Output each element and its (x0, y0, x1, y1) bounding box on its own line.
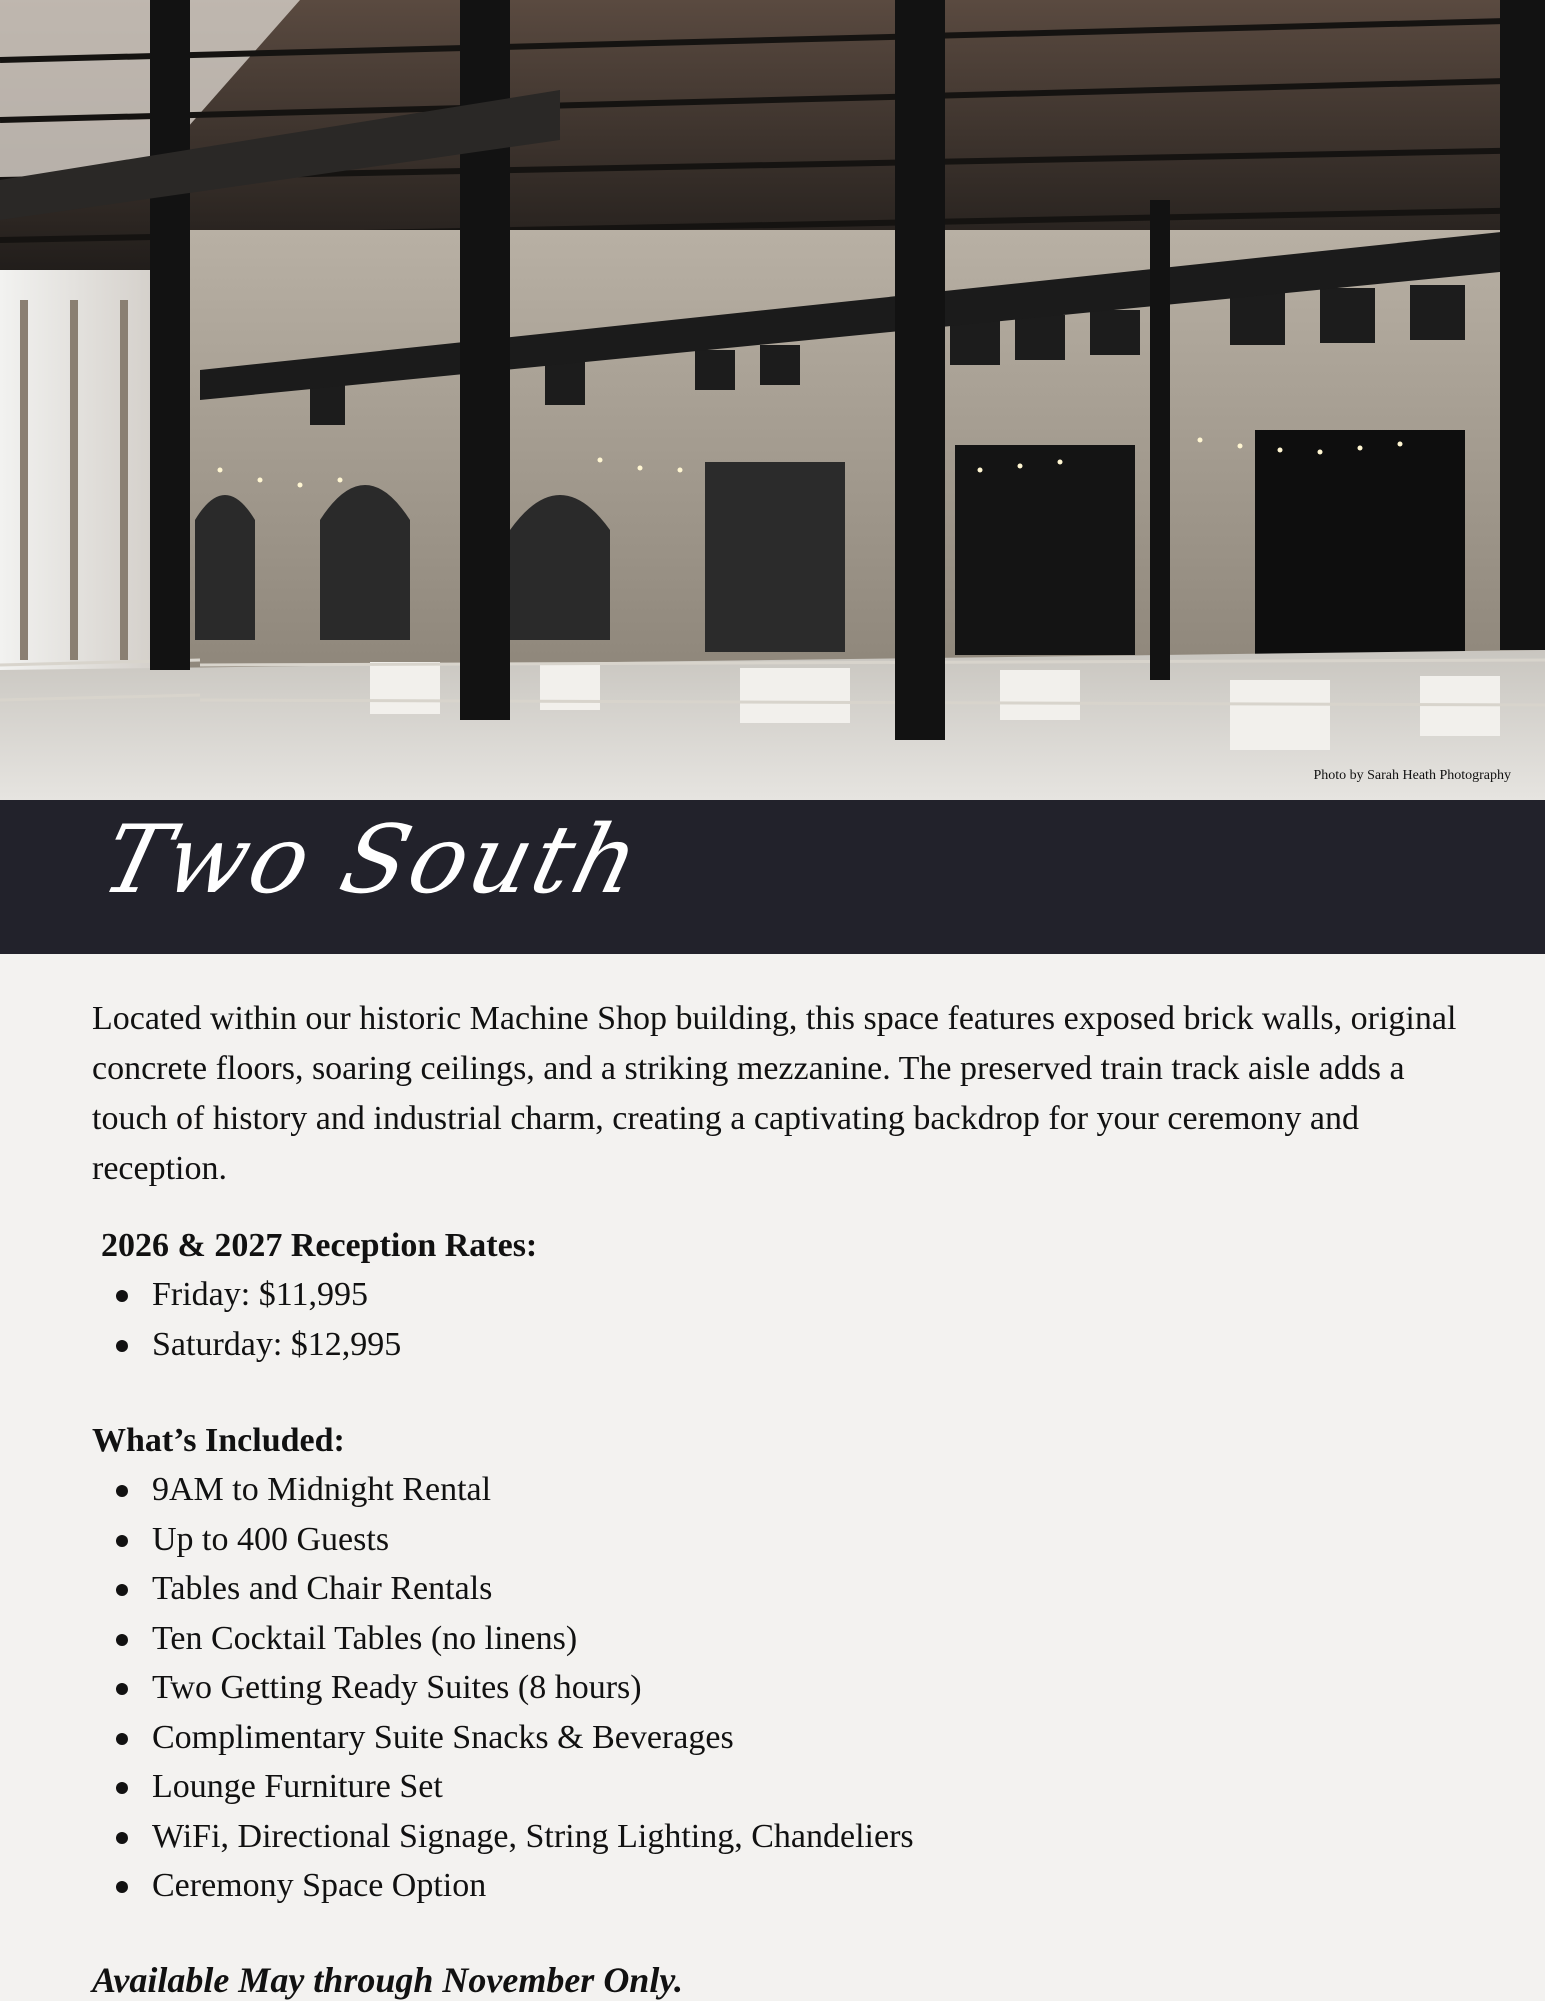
venue-hero-photo (0, 0, 1545, 800)
intro-paragraph: Located within our historic Machine Shop building, this space features exposed brick walls, original concrete floors, soaring ceilings, and a striking mezzanine. The preserved train track aisle adds a touch of history and industrial charm, creating a captivating backdrop for your ceremony and reception. (92, 1000, 1457, 1187)
included-text: Ten Cocktail Tables (no linens) (152, 1619, 578, 1657)
bullet-icon (116, 1782, 128, 1794)
list-item (92, 1713, 1472, 1763)
bullet-icon (116, 1584, 128, 1596)
list-item (92, 1663, 1472, 1713)
bullet-icon (116, 1535, 128, 1547)
included-text: Lounge Furniture Set (152, 1768, 443, 1805)
list-item (92, 1861, 1472, 1911)
list-item (92, 1564, 1472, 1614)
bullet-icon (116, 1634, 128, 1646)
bullet-icon (116, 1290, 128, 1302)
list-item (92, 1320, 1472, 1370)
bullet-icon (116, 1733, 128, 1745)
included-text: 9AM to Midnight Rental (152, 1471, 492, 1508)
list-item (92, 1515, 1472, 1565)
included-text: Two Getting Ready Suites (8 hours) (152, 1669, 642, 1706)
included-heading: What’s Included: (92, 1422, 345, 1459)
availability-note: Available May through November Only. (92, 1959, 683, 2000)
included-text: Complimentary Suite Snacks & Beverages (152, 1718, 734, 1756)
included-text: WiFi, Directional Signage, String Lighting, Chandeliers (152, 1817, 914, 1855)
bullet-icon (116, 1340, 128, 1352)
bullet-icon (116, 1683, 128, 1695)
included-text: Up to 400 Guests (152, 1520, 390, 1558)
title-band (0, 800, 1545, 954)
bullet-icon (116, 1832, 128, 1844)
included-text: Tables and Chair Rentals (152, 1570, 493, 1607)
rates-list (92, 1270, 1472, 1369)
list-item (92, 1270, 1472, 1320)
list-item (92, 1812, 1472, 1862)
venue-title: Two South (92, 806, 653, 915)
rate-text: Friday: $11,995 (152, 1276, 368, 1313)
included-text: Ceremony Space Option (152, 1867, 487, 1904)
industrial-hall-illustration (0, 0, 1545, 800)
included-list (92, 1465, 1472, 1911)
bullet-icon (116, 1881, 128, 1893)
venue-description-section (92, 994, 1472, 2001)
bullet-icon (116, 1485, 128, 1497)
photo-credit: Photo by Sarah Heath Photography (1313, 768, 1511, 783)
rate-text: Saturday: $12,995 (152, 1325, 402, 1363)
list-item (92, 1465, 1472, 1515)
rates-heading: 2026 & 2027 Reception Rates: (101, 1227, 538, 1264)
list-item (92, 1762, 1472, 1812)
list-item (92, 1614, 1472, 1664)
